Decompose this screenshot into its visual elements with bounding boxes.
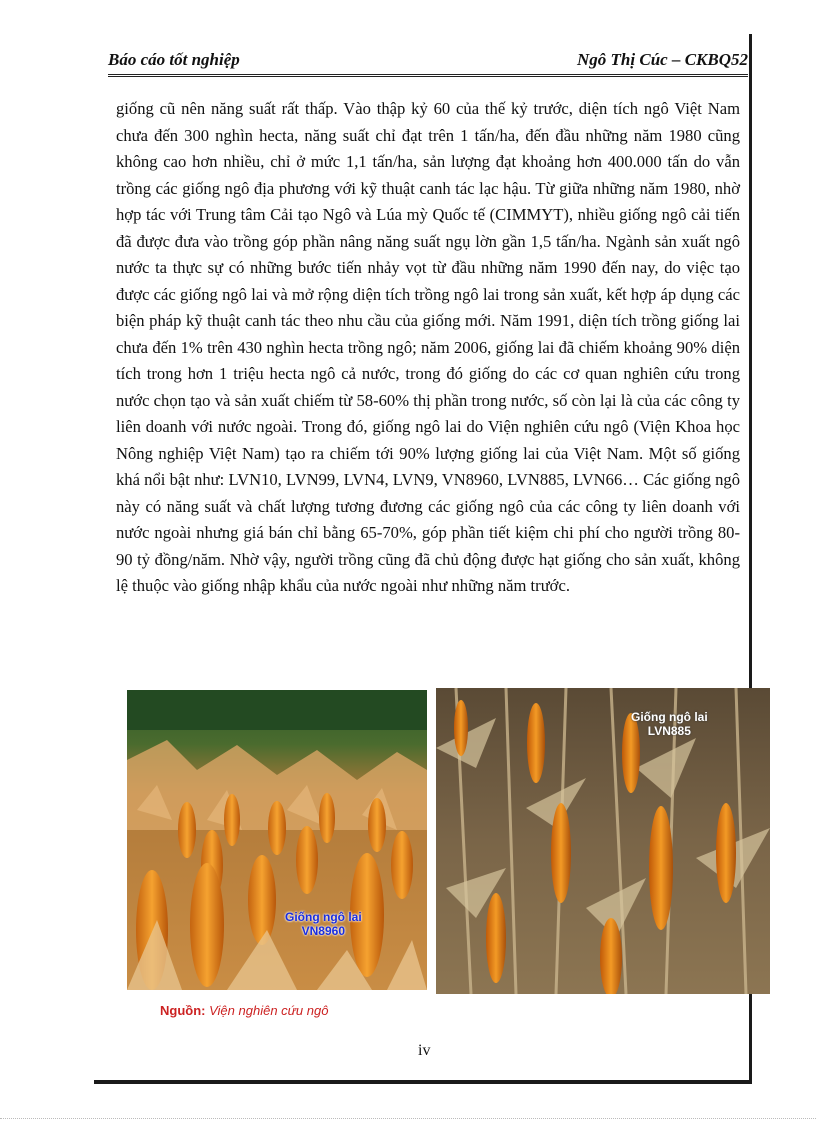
corn-photo-lvn885 — [436, 688, 770, 994]
corn-photo-vn8960 — [127, 690, 427, 990]
page-header — [108, 48, 748, 77]
caption-vn8960-line2: VN8960 — [301, 924, 346, 938]
caption-lvn885-line1: Giống ngô lai — [631, 710, 708, 724]
source-value: Viện nghiên cứu ngô — [209, 1003, 329, 1018]
body-paragraph: giống cũ nên năng suất rất thấp. Vào thập kỷ 60 của thế kỷ trước, diện tích ngô Việt Nam chưa đến 300 nghìn hecta, năng suất chỉ đạt trên 1 tấn/ha, đến đầu những năm 1980 cũng không cao hơn nhiều, chỉ ở mức 1,1 tấn/ha, sản lượng đạt khoảng hơn 400.000 tấn do vẫn trồng các giống ngô địa phương với kỹ thuật canh tác lạc hậu. Từ giữa những năm 1980, nhờ hợp tác với Trung tâm Cải tạo Ngô và Lúa mỳ Quốc tế (CIMMYT), nhiều giống ngô cải tiến đã được đưa vào trồng góp phần nâng năng suất ngụ lờn gần 1,5 tấn/ha. Ngành sản xuất ngô nước ta thực sự có những bước tiến nhảy vọt từ đầu những năm 1990 đến nay, do việc tạo được các giống ngô lai và mở rộng diện tích trồng ngô lai trong sản xuất, kết hợp áp dụng các biện pháp kỹ thuật canh tác theo nhu cầu của giống mới. Năm 1991, diện tích trồng giống lai chưa đến 1% trên 430 nghìn hecta trồng ngô; năm 2006, giống lai đã chiếm khoảng 90% diện tích trong hơn 1 triệu hecta ngô cả nước, trong đó giống do các cơ quan nghiên cứu trong nước chọn tạo và sản xuất chiếm từ 58-60% thị phần trong nước, số còn lại là của các công ty liên doanh với nước ngoài. Trong đó, giống ngô lai do Viện nghiên cứu ngô (Viện Khoa học Nông nghiệp Việt Nam) tạo ra chiếm tới 90% lượng giống lai của Việt Nam. Một số giống khá nổi bật như: LVN10, LVN99, LVN4, LVN9, VN8960, LVN885, LVN66… Các giống ngô này có năng suất và chất lượng tương đương các giống ngô của các công ty liên doanh với nước ngoài nhưng giá bán chỉ bằng 65-70%, góp phần tiết kiệm chi phí cho người trồng 80-90 tỷ đồng/năm. Nhờ vậy, người trồng cũng đã chủ động được hạt giống cho sản xuất, không lệ thuộc vào giống nhập khẩu của nước ngoài như những năm trước. — [116, 99, 740, 595]
corn-plant-image — [436, 688, 770, 994]
caption-vn8960 — [285, 910, 362, 938]
caption-vn8960-line1: Giống ngô lai — [285, 910, 362, 924]
header-report-title: Báo cáo tốt nghiệp — [108, 50, 240, 69]
figure-pair — [124, 688, 772, 1028]
figure-source — [160, 1003, 328, 1018]
header-author: Ngô Thị Cúc – CKBQ52 — [577, 50, 748, 69]
page-number: iv — [418, 1042, 431, 1059]
caption-lvn885-line2: LVN885 — [647, 724, 691, 738]
page-break-divider — [0, 1118, 816, 1120]
source-label: Nguồn: — [160, 1003, 206, 1018]
body-text — [116, 96, 740, 600]
caption-lvn885 — [631, 710, 708, 738]
corn-field-image — [127, 690, 427, 990]
